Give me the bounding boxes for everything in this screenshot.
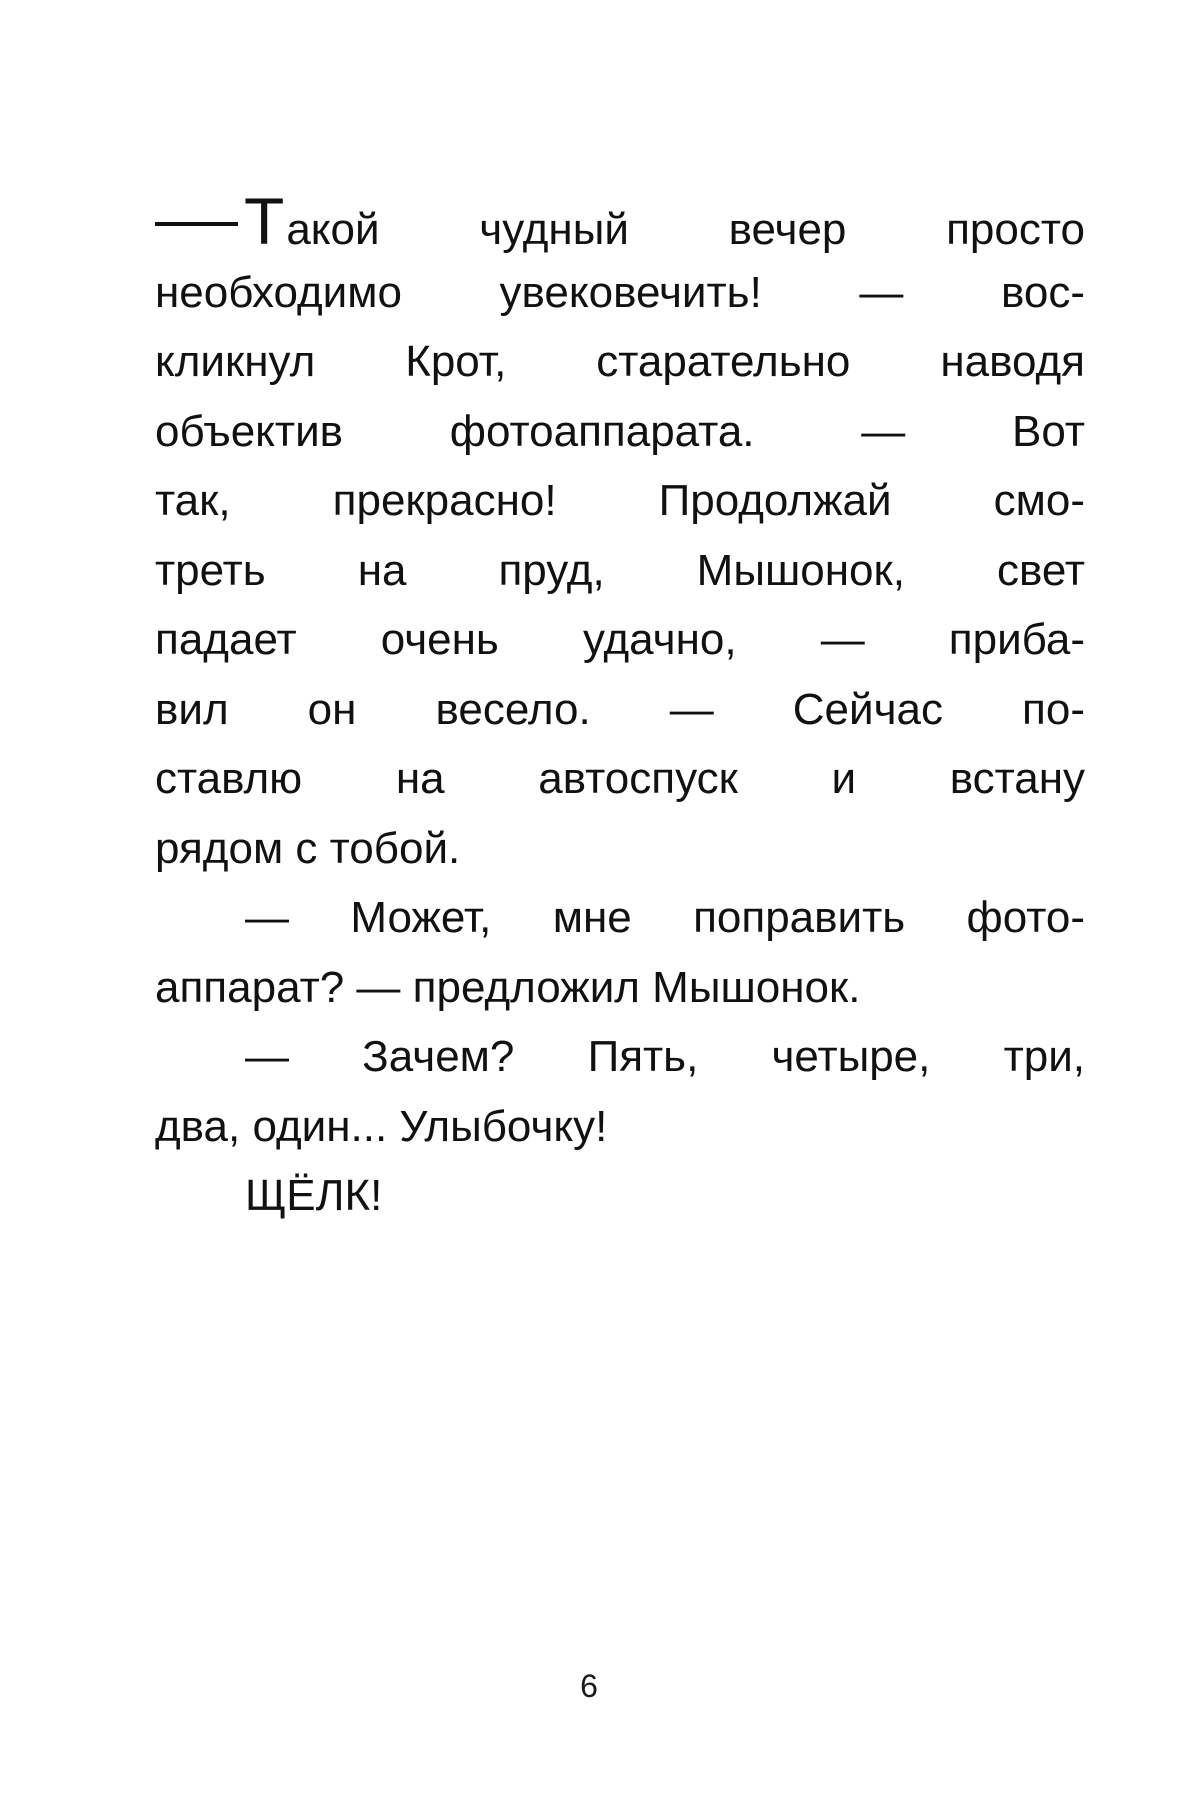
paragraph-line: два, один... Улыбочку! — [155, 1101, 608, 1151]
text-line: вил он весело. — Сейчас по- — [155, 684, 1085, 734]
text-line: ставлю на автоспуск и встану — [155, 754, 1085, 803]
drop-cap-letter: Т — [244, 184, 285, 258]
sound-effect-line: ЩЁЛК! — [245, 1171, 383, 1220]
story-text — [155, 184, 1085, 1231]
page-number: 6 — [580, 1668, 598, 1704]
em-dash-rule — [155, 222, 238, 226]
paragraph-line: — Может, мне поправить фото- — [245, 893, 1085, 942]
paragraph-line: аппарат? — предложил Мышонок. — [155, 962, 861, 1012]
text-line: рядом с тобой. — [155, 823, 461, 873]
text-line: падает очень удачно, — приба- — [155, 615, 1085, 664]
opening-line-text: акой чудный вечер просто — [286, 205, 1085, 254]
text-line: объектив фотоаппарата. — Вот — [155, 406, 1085, 456]
text-line: так, прекрасно! Продолжай смо- — [155, 476, 1085, 525]
opening-line — [155, 184, 1085, 258]
text-line: треть на пруд, Мышонок, свет — [155, 545, 1085, 595]
text-line: необходимо увековечить! — вос- — [155, 267, 1085, 317]
text-line: кликнул Крот, старательно наводя — [155, 337, 1085, 386]
paragraph-line: — Зачем? Пять, четыре, три, — [245, 1032, 1085, 1081]
